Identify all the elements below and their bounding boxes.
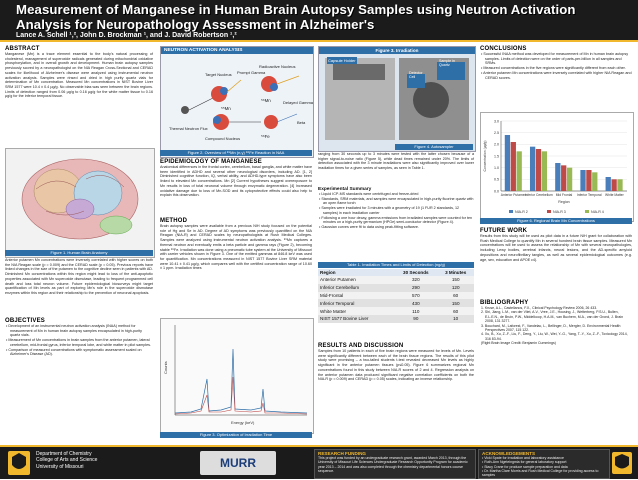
table-row: Anterior Putamen 320 150 [318,276,474,284]
table-header: 30 Seconds [403,270,429,275]
naa-label: Thermal Neutron Flux [169,126,208,131]
header-divider [0,40,638,42]
figure5-caption: Figure 3. Optimization of Irradiation Time [160,432,312,438]
bar [617,179,622,191]
x-axis-label: Region [558,200,570,204]
naa-figure [160,46,314,158]
figure1-text: Anterior putamen Mn concentrations were inversely correlated with higher scores on both the NIA Reagan scale (p = 0.009) and the CERAD scale (p = 0.05). Previous reports have linked changes in the size of the putamen to the cognitive decline seen in patients with AD. Diminished Mn concentrations within this region might lead to loss of the anti-apoptotic properties associated with Mn superoxide dismutase, leading to frequent programmed cell death and loss total neuron volume. Future epidemiological biosurveys might target quantification of Mn levels as part of exploring Mn's role in the superoxide dismutase enzymes within this region and their relationship to the prevention of neuronal apoptosis. [5,258,153,295]
bar [606,177,611,191]
results-text: Samples from 10 patients in each of five brain regions were measured for levels of Mn. Levels were significantly different between each of the brain tissue regions. The results of this pilot study were promising – a two-tailed students t-test revealed decreased Mn levels as highly significant in the anterior putamen tissues (p≤0.05). Figure 6 summarizes regional Mn concentrations found in this study between NIA-R scores of 2 and 4. Regression analysis on the anterior putamen data produced significant negative correlation coefficients on both the NIA-R (p = 0.009) and CERAD (p = 0.05) scales, indicating an inverse relationship. [318,349,474,382]
tiger-logo-icon [8,451,30,475]
bar [586,170,591,191]
bar [592,172,597,191]
research-funding-heading: RESEARCH FUNDING [318,451,366,456]
figure1-discussion [5,258,153,296]
objectives-heading: OBJECTIVES [5,318,46,324]
objective-item: • Comparison of measured concentrations with symptomatic assessment scaled on Alzheimer's Disease (AD). [6,347,142,357]
conclusion-item: • Measured concentrations in the five regions were significantly different from each other. [481,66,626,71]
y-axis-label: Concentration (µg/g) [483,140,487,172]
continued-text: ranging from 30 seconds up to 3 minutes were tested with the latter chosen because of a higher signal-to-noise ratio (Figure 5), while dead times remained under 20%. The limits of detection associated with the 3 minute irradiations were also significantly improved over lower irradiation times for a given series of samples, as seen in Table 1. [318,152,474,171]
objectives-section [5,318,153,357]
acknowledgements-heading: ACKNOWLEDGEMENTS [482,451,536,456]
acknowledgement-item: • Vicki Spate for irradiation and laboratory assistance [482,456,564,460]
y-tick-label: 2.0 [494,142,499,147]
method-text: Brain autopsy samples were available from a previous NIH study focused on the potential role of Hg and Se in AD. Degree of AD symptoms was previously quantified on the NIA Reagan (NIA-R) and CERAD scales by neuropathologists at Rush Medical Colleges. Samples were analyzed using instrumental neutron activation analysis. ⁵⁶Mn captures a thermal neutron and eventually emits a beta particle and gamma rays (Figure 2), becoming stable ⁵⁶Fe. Irradiation was done using a pneumatic tube system at the University of Missouri with carrier vehicles shown in Figure 3. One of the emitted gammas at 846.8 keV was used for quantification. Mn concentrations measured in NIST 1577 Bovine Liver SRM material were 10.41 ± 0.41 µg/g, which compares well with the certified concentration range of 10.60 ± 1 ppm. Irradiation times [160,224,312,271]
epidemiology-heading: EPIDEMIOLOGY OF MANGANESE [160,159,262,165]
figure6-caption: Figure 6. Regional Brain Mn Concentrations [480,218,632,224]
method-heading: METHOD [160,218,188,224]
bar [561,165,566,191]
experimental-item: • Samples were irradiated for 3 minutes with a geometry of 19 (1 FUR 2 standards, 12 samples) in each irradiation carrier [319,206,460,215]
mizzou-logo [612,452,632,474]
autosampler-label: Detector Cell [409,71,423,79]
naa-label: Prompt Gamma [237,70,266,75]
abstract-text: Manganese (Mn) is a trace element essential to the body's natural processing of cholesterol, management of superoxide radicals generated during mitochondrial oxidative phosphorylation, and in overall growth and development. Human brain autopsy samples previously scored by a neuropathologist on the NIA Reagan Cross-Sectional and CERAD scales for likelihood of Alzheimer's disease were analyzed using instrumental neutron activation analysis. Samples were rinsed and dried in high purity quartz vials for determination of Mn concentration. Measured Mn concentrations in NIST Bovine Liver SRM 1577 were 10.4 ± 0.4 µg/g. No observable bias was seen between the brain regions. Limits of detection ranged from 0.06 µg/g to 0.16 µg/g for the white matter tissue to 0.16 µg/g for the inferior temporal tissue. [5,52,153,99]
x-tick-label: Mid Frontal [555,193,573,197]
experimental-heading: Experimental Summary [318,187,372,192]
naa-label: Target Nucleus [205,72,232,77]
objective-item: • Development of an instrumental neutron activation analysis (INAA) method for measurement of Mn in human brain autopsy samples encapsulated in high-purity quartz vials. [6,324,143,338]
department-line: College of Arts and Science [36,457,98,464]
spectrum-xlabel: Energy (keV) [231,420,255,425]
bibliography-item: 1. Kruse, A.L., Castellanos, F.X., Clinical Psychology Review 2006, 26 433. [481,306,598,310]
bar [530,147,535,191]
autosampler-illustration [319,54,475,144]
future-text: Results from this study will be used as pilot data in a future NIH grant for collaboration with Rush Medical College to quantify Mn in several hundred brain tissue samples. Measured Mn concentrations will be used to assess the relationship of Mn with several neuropathologies, including Lewy bodies, cerebral infarcts, neural lesions, and the AD-specific amyloid depositions and neurofibrillary tangles, as well as several epidemiological outcomes (e.g. age, sex, education and APOE ε4). [480,234,632,262]
autosampler-figure [318,46,476,152]
abstract-section [5,46,153,99]
y-tick-label: 1.5 [494,154,499,159]
bar [536,149,541,191]
x-tick-label: White Matter [605,193,624,197]
x-tick-label: Anterior Putamen [500,193,527,197]
experimental-item: • Liquid ICP-MS standards were centrifuged and freeze-dried [319,192,419,196]
future-work-section [480,228,632,262]
bibliography-section [480,300,632,346]
autosampler-title: Figure 3. Irradiation [319,47,475,54]
figure2-caption: Figure 2. Overview of ⁵⁵Mn (n,γ) ⁵⁶Fe Reaction in NAA [160,150,312,156]
legend-label: NIA-R 4 [591,210,604,214]
acknowledgements-box [478,449,610,479]
table-row: Inferior Temporal 430 150 [318,299,474,307]
irradiation-spectrum-figure [160,318,314,434]
table-header: Region [320,270,336,275]
legend-label: NIA-R 2 [515,210,528,214]
table-row: Mid-Frontal 570 60 [318,292,474,300]
legend-swatch [509,210,513,213]
gamma-spectrum-plot [161,319,313,427]
y-tick-label: 2.5 [494,131,499,136]
spectrum-ylabel: Counts [163,361,168,374]
autosampler-label: Sample in Quartz [439,59,455,67]
y-tick-label: 0.0 [494,189,499,194]
naa-heading: NEUTRON ACTIVATION ANALYSIS [161,47,313,54]
isotope-label: ⁵⁶Fe [261,134,270,139]
brain-anatomy-figure [5,148,155,258]
department-block [36,451,97,470]
continued-method [318,152,474,171]
bibliography-heading: BIBLIOGRAPHY [480,300,529,306]
research-funding-text: This project was funded by an undergraduate research grant, awarded March 2013, through the University of Missouri Life Sciences Undergraduate Research Opportunity Program for academic year 2013 – 2014 and was also completed through the chemistry departmental honors course sequence. [318,456,468,473]
naa-label: Beta [297,120,306,125]
conclusions-heading: CONCLUSIONS [480,46,527,52]
regional-mn-chart [480,112,634,222]
experimental-item: • Standards, SRM materials, and samples were encapsulated in high-purity fluorine quartz with an open flame torch [319,196,474,206]
university-logo [8,451,30,475]
legend-label: NIA-R 3 [553,210,566,214]
tiger-logo-icon [612,452,632,474]
method-section [160,218,312,271]
naa-label: Compound Nucleus [205,136,241,141]
figure1-caption: Figure 1. Human Brain Anatomy [5,250,153,256]
bar [505,135,510,191]
table-row: Inferior Cerebellum 290 120 [318,284,474,292]
experimental-section [318,187,474,230]
murr-logo: MURR [200,451,276,475]
brain-illustration [6,149,154,249]
table1-caption: Table 1. Irradiation Times and Limits of Detection (ng/g) [318,262,474,268]
y-tick-label: 1.0 [494,166,499,171]
regional-mn-bar-chart [481,113,633,221]
acknowledgement-item: • Dr. Martha Clare Morris and Rush Medical College for providing access to samples [482,468,599,478]
bar [542,151,547,191]
acknowledgement-item: • Ruth-Ann Ngeteingmia for general laboratory support [482,460,567,465]
table-header: 3 Minutes [445,270,467,275]
isotope-label: ⁵⁵Mn [221,106,231,111]
department-line: Department of Chemistry [36,451,92,457]
table-row: White Matter 110 60 [318,307,474,315]
epidemiology-section [160,159,312,198]
abstract-heading: ABSTRACT [5,46,40,52]
bar [611,179,616,191]
table-row: NIST 1577 Bovine Liver 90 10 [318,315,474,323]
bibliography-item: 3. Bouchard, M., Laforest, F., Vandelac, L., Bellinger, D., Mergler, D. Environmental Health Perspectives 2007, 115 122. [481,323,621,333]
experimental-item: • Following a one hour decay, gamma emissions from irradiated samples were counted for ten minutes on a high-purity germanium (HPGe) semi-conductor detector (Figure 4). [319,215,473,225]
x-tick-label: Inferior Temporal [576,193,602,197]
bar [517,151,522,191]
legend-swatch [547,210,551,213]
y-tick-label: 3.0 [494,119,499,124]
conclusion-item: • Anterior putamen Mn concentrations were inversely correlated with higher NIA Reagan and CERAD scores. [481,70,632,80]
x-tick-label: Inferior Cerebellum [524,193,553,197]
isotope-label: ⁵⁶Mn [261,98,271,103]
naa-label: Delayed Gamma [283,100,313,105]
acknowledgement-item: • Stacy Crane for produce sample preparation and data [482,464,568,469]
objective-item: • Measurement of Mn concentrations in brain samples from the anterior putamen, lateral cerebellum, mid-frontal gyrus, inferior temporal lobe, and white matter in pilot samples. [6,338,152,347]
bibliography-item: 2. Shi, Jiang, L.M., van der Vliet, A.V., Vree, J.E., Housing, J., Wetterberg, P.S.U., Bullen, E.L.E.N., de Bruin, P.W., Middelkoop, H.A.M., van Buchem, M.A., van der Grond, J. Brain 2008, 131 3277. [481,310,624,324]
lod-table [318,269,474,323]
bar [511,142,516,191]
legend-swatch [585,210,589,213]
bar [555,163,560,191]
poster-authors: Lance A. Schell ¹,², John D. Brockman ¹, and J. David Robertson ¹,² [16,32,237,39]
bibliography-item: (Right Brain Image Credit: Benjamin Cummings) [481,341,556,346]
experimental-item: • Gaussian curves were fit to data using peak-fitting software. [319,224,419,229]
bar [567,168,572,191]
results-heading: RESULTS AND DISCUSSION [318,343,404,349]
research-funding-box [314,449,476,479]
poster-title: Measurement of Manganese in Human Brain Autopsy Samples using Neutron Activation Analysis for Neuropathology Assessment in Alzheimer's [16,2,576,32]
future-heading: FUTURE WORK [480,228,528,234]
conclusion-item: • Successful INAA method was developed for measurement of Mn in human brain autopsy samples. Limits of detection were on the order of parts-per-billion in all samples and SRMs. [481,52,629,66]
naa-label: Radioactive Nucleus [259,64,296,69]
department-line: University of Missouri [36,463,84,470]
autosampler-label: Capsule Holder [328,58,356,63]
naa-reaction-diagram [161,54,313,150]
conclusions-section [480,46,632,80]
bar [580,170,585,191]
figure4-caption: Figure 4. Autosampler [395,144,473,150]
bibliography-item: 4. Xu, B., Xu, Z.-F., Liu, F., Deng, Y., Liu, W., Wei, Y.-G., Yang, T.-Y., Xu, Z.-F., Toxicology 2014, 316 83-94. [481,332,628,341]
epidemiology-text: Anatomical differences in the frontal cortex, cerebellum, basal ganglia, and white matter have been identified in ADHD and several other neurological disorders, including AD. [1, 2] Diminished cognitive function, IQ, verbal ability, and ADHD-type symptoms have also been linked to elevated Mn concentrations. Mn [2] Current hypotheses suggest overexposure to Mn results in loss of total neuronal volume through enzymatic degeneration. [4] Increased oxidative damage due to loss of Mn-SOD and its cytoprotective effects could also help to explain this observation. [160,165,312,198]
results-section [318,343,474,382]
y-tick-label: 0.5 [494,177,499,182]
